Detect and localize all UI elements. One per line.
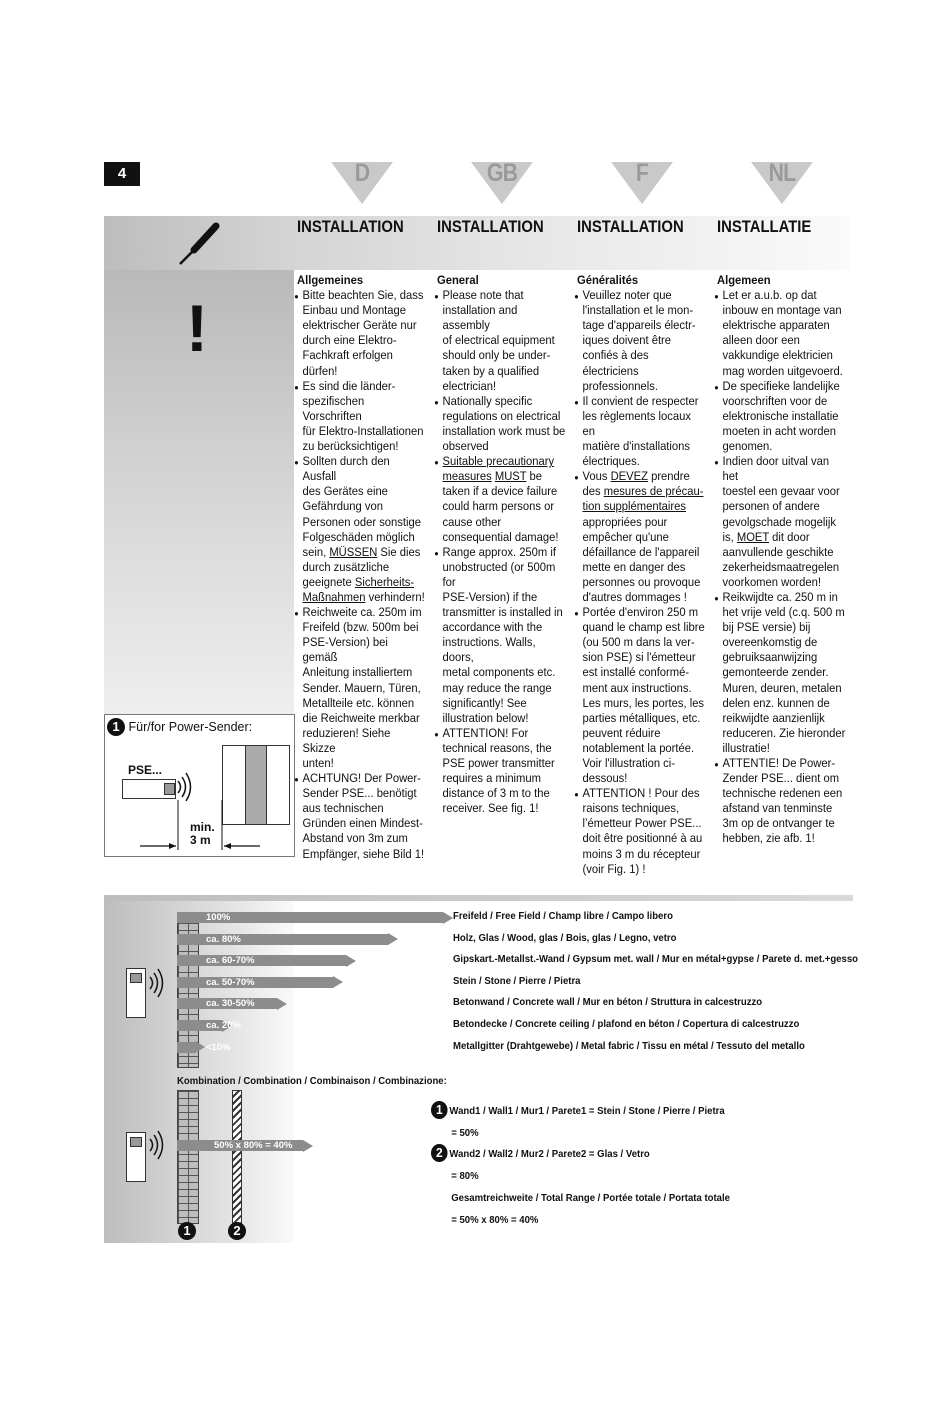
- range-bar-label: ca. 50-70%: [206, 976, 255, 988]
- nl-bullet-4: ● Reikwijdte ca. 250 m in: [717, 590, 846, 605]
- language-marker-d: D: [331, 162, 393, 204]
- range-bar-arrowhead: [195, 1041, 205, 1053]
- range-bar: [177, 1042, 195, 1053]
- material-label: Gipskart.-Metallst.-Wand / Gypsum met. wall / Mur en métal+gypse / Parete d. met.+gesso: [453, 954, 858, 966]
- column-fr-title: Généralités: [577, 273, 639, 287]
- signal-waves-icon: [146, 1130, 170, 1160]
- nl-bullet-1: ● Let er a.u.b. op dat: [717, 288, 846, 303]
- column-gb: General ● Please note that installation and assembly of electrical equipment should only be under- taken by a qualified electrician! ● Nationally specific regulations on electrical installation work must be observed ● Suitable precautionary measures MUST be taken if a device failure could harm persons or cause other consequential damage! ● Range approx. 250m if unobstructed (or 500m for PSE-Version) if the transmitter is installed in accordance with the instructions. Walls, doors, metal components etc. may reduce the range significantly! See illustration below! ● ATTENTION! For technical reasons, the PSE power transmitter requires a minimum distance of 3 m to the receiver. See fig. 1!: [437, 273, 566, 816]
- de-bullet-2: ● Es sind die länder-: [297, 379, 426, 394]
- column-fr: Généralités ● Veuillez noter que l'installation et le mon- tage d'appareils électr- iques doivent être confiés à des électriciens professionnels. ● Il convient de respecter les règlements locaux en matière d'installations électriques. ● Vous DEVEZ prendre des mesures de précau- tion supplémentaires appropriées pour empêcher qu'une défaillance de l'appareil mette en danger des personnes ou provoque d'autres dommages ! ● Portée d'environ 250 m quand le champ est libre (ou 500 m dans la ver- sion PSE) si l'émetteur est installé conformé- ment aux instructions. Les murs, les portes, les parties métalliques, etc. peuvent réduire notablement la portée. Voir l'illustration ci- dessous! ● ATTENTION ! Pour des raisons techniques, l’émetteur Power PSE... doit être positionné à au moins 3 m du récepteur (voir Fig. 1) !: [577, 273, 706, 877]
- wall-2-glass: [232, 1090, 242, 1224]
- range-bar-arrowhead: [333, 976, 343, 988]
- gb-bullet-5: ● ATTENTION! For: [437, 726, 566, 741]
- nl-bullet-5: ● ATTENTIE! De Power-: [717, 756, 846, 771]
- heading-fr: INSTALLATION: [577, 218, 684, 236]
- range-bar-label: ca. 80%: [206, 933, 241, 945]
- material-label: Freifeld / Free Field / Champ libre / Campo libero: [453, 911, 673, 922]
- fr-bullet-4: ● Portée d'environ 250 m: [577, 605, 706, 620]
- nl-bullet-3: ● Indien door uitval van het: [717, 454, 846, 484]
- line-2-badge: 2: [431, 1144, 448, 1162]
- language-marker-f: F: [611, 162, 673, 204]
- material-label: Holz, Glas / Wood, glas / Bois, glas / Legno, vetro: [453, 932, 677, 944]
- column-nl-title: Algemeen: [717, 273, 771, 287]
- material-label: Stein / Stone / Pierre / Pietra: [453, 975, 581, 987]
- screwdriver-icon: [172, 220, 222, 268]
- fr-bullet-1: ● Veuillez noter que: [577, 288, 706, 303]
- de-bullet-3: ● Sollten durch den Ausfall: [297, 454, 426, 484]
- range-bar-arrowhead: [388, 933, 398, 945]
- heading-de: INSTALLATION: [297, 218, 404, 236]
- de-bullet-5: ● ACHTUNG! Der Power-: [297, 771, 426, 786]
- gb-bullet-4: ● Range approx. 250m if: [437, 545, 566, 560]
- range-figure-sidebar: [104, 901, 294, 1243]
- line-1-badge: 1: [431, 1101, 448, 1119]
- combination-explanation: 1 Wand1 / Wall1 / Mur1 / Parete1 = Stein / Stone / Pierre / Pietra = 50% 2 Wand2 / Wall2 / Mur2 / Parete2 = Glas / Vetro = 80% Gesamtreichweite / Total Range / Portée totale / Portata totale = 50% x 80% = 40%: [431, 1101, 730, 1231]
- nl-bullet-2: ● De specifieke landelijke: [717, 379, 846, 394]
- signal-waves-icon: [174, 772, 198, 802]
- range-bar-label: <10%: [206, 1041, 231, 1053]
- gb-bullet-2: ● Nationally specific: [437, 394, 566, 409]
- transmitter-device-vertical: [126, 1132, 146, 1182]
- gb-bullet-3: ● Suitable precautionary: [437, 454, 566, 469]
- page-number: 4: [104, 162, 140, 186]
- range-bar-label: ca. 20%: [206, 1020, 241, 1031]
- distance-arrows: [138, 800, 268, 852]
- range-bar-label: ca. 30-50%: [206, 998, 255, 1010]
- heading-gb: INSTALLATION: [437, 218, 544, 236]
- range-bar-arrowhead: [277, 998, 287, 1010]
- column-nl: Algemeen ● Let er a.u.b. op dat inbouw en montage van elektrische apparaten alleen door een vakkundige elektricien mag worden uitgevoerd. ● De specifieke landelijke voorschriften voor de elektronische installatie moeten in acht worden genomen. ● Indien door uitval van het toestel een gevaar voor personen of andere gevolgschade mogelijk is, MOET dit door aanvullende geschikte zekerheidsmaatregelen voorkomen worden! ● Reikwijdte ca. 250 m in het vrije veld (c.q. 500 m bij PSE versie) bij overeenkomstig de gebruiksaanwijzing gemonteerde zender. Muren, deuren, metalen delen enz. kunnen de reikwijdte aanzienlijk reduceren. Zie hieronder illustratie! ● ATTENTIE! De Power- Zender PSE... dient om technische redenen een afstand van tenminste 3m op de ontvanger te hebben, zie afb. 1!: [717, 273, 846, 847]
- column-de-title: Allgemeines: [297, 273, 364, 287]
- language-marker-gb: GB: [471, 162, 533, 204]
- fr-bullet-3: ● Vous DEVEZ prendre: [577, 469, 706, 484]
- column-gb-title: General: [437, 273, 479, 287]
- combination-bar-label: 50% x 80% = 40%: [214, 1140, 293, 1151]
- column-de: Allgemeines ● Bitte beachten Sie, dass Einbau und Montage elektrischer Geräte nur durch eine Elektro- Fachkraft erfolgen dürfen! ● Es sind die länder- spezifischen Vorschriften für Elektro-Installationen zu berücksichtigen! ● Sollten durch den Ausfall des Gerätes eine Gefährdung von Personen oder sonstige Folgeschäden möglich sein, MÜSSEN Sie dies durch zusätzliche geeignete Sicherheits- Maßnahmen verhindern! ● Reichweite ca. 250m im Freifeld (bzw. 500m bei PSE-Version) bei gemäß Anleitung installiertem Sender. Mauern, Türen, Metallteile etc. können die Reichweite merkbar reduzieren! Siehe Skizze unten! ● ACHTUNG! Der Power- Sender PSE... benötigt aus technischen Gründen einen Mindest- Abstand von 3m zum Empfänger, siehe Bild 1!: [297, 273, 426, 862]
- wall-2-badge: 2: [228, 1222, 246, 1240]
- language-marker-nl: NL: [751, 162, 813, 204]
- heading-nl: INSTALLATIE: [717, 218, 812, 236]
- signal-waves-icon: [146, 968, 170, 998]
- fr-bullet-5: ● ATTENTION ! Pour des: [577, 786, 706, 801]
- de-bullet-4: ● Reichweite ca. 250m im: [297, 605, 426, 620]
- combination-bar-arrowhead: [303, 1140, 313, 1152]
- range-bar-label: 100%: [206, 912, 231, 923]
- fr-bullet-2: ● Il convient de respecter: [577, 394, 706, 409]
- warning-exclamation-icon: !: [186, 291, 208, 365]
- min-distance-label: min. 3 m: [190, 820, 215, 847]
- figure-1-badge: 1: [107, 718, 125, 736]
- material-label: Metallgitter (Drahtgewebe) / Metal fabric / Tissu en métal / Tessuto del metallo: [453, 1040, 805, 1052]
- range-bar-label: ca. 60-70%: [206, 955, 255, 967]
- material-label: Betondecke / Concrete ceiling / plafond en béton / Copertura di calcestruzzo: [453, 1019, 800, 1030]
- range-bar-arrowhead: [346, 955, 356, 967]
- pse-label: PSE...: [128, 763, 163, 777]
- wall-1-badge: 1: [178, 1222, 196, 1240]
- gb-bullet-1: ● Please note that: [437, 288, 566, 303]
- wall-1-brick: [177, 1090, 199, 1224]
- figure-1-caption: [107, 718, 252, 736]
- combination-title: Kombination / Combination / Combinaison / Combinazione:: [177, 1076, 447, 1087]
- transmitter-device-vertical: [126, 968, 146, 1018]
- de-bullet-1: ● Bitte beachten Sie, dass: [297, 288, 426, 303]
- figure-1-label: Für/for Power-Sender:: [128, 720, 253, 734]
- range-bar-arrowhead: [443, 912, 453, 924]
- material-label: Betonwand / Concrete wall / Mur en béton / Struttura in calcestruzzo: [453, 997, 763, 1009]
- range-bar: [177, 955, 346, 966]
